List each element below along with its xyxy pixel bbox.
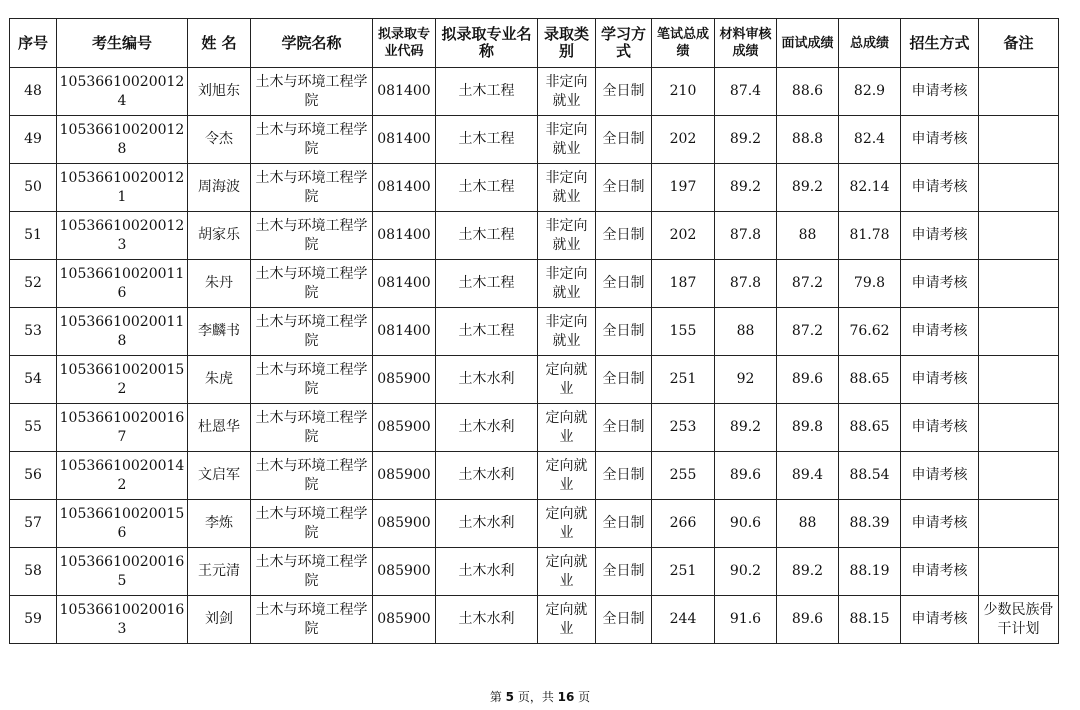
col-header-written: 笔试总成绩 [652,19,715,68]
cell-written: 244 [652,596,715,644]
cell-written: 202 [652,116,715,164]
cell-major-name: 土木水利 [436,356,538,404]
col-header-total: 总成绩 [839,19,901,68]
table-row [10,308,1059,356]
col-header-interview: 面试成绩 [777,19,839,68]
cell-total: 82.9 [839,68,901,116]
col-header-admit-type: 录取类别 [538,19,596,68]
cell-study-mode: 全日制 [596,452,652,500]
cell-exam-id: 105366100200124 [57,68,188,116]
cell-major-name: 土木工程 [436,68,538,116]
cell-written: 155 [652,308,715,356]
cell-interview: 89.6 [777,596,839,644]
cell-admit-type: 非定向就业 [538,68,596,116]
cell-interview: 88 [777,500,839,548]
cell-total: 79.8 [839,260,901,308]
cell-seq: 48 [10,68,57,116]
cell-major-code: 081400 [373,212,436,260]
cell-material: 90.6 [715,500,777,548]
cell-admit-type: 非定向就业 [538,308,596,356]
cell-college: 土木与环境工程学院 [251,212,373,260]
cell-total: 88.19 [839,548,901,596]
cell-study-mode: 全日制 [596,260,652,308]
cell-college: 土木与环境工程学院 [251,500,373,548]
cell-college: 土木与环境工程学院 [251,356,373,404]
cell-name: 王元清 [188,548,251,596]
cell-written: 251 [652,548,715,596]
cell-remark [979,164,1059,212]
col-header-name: 姓 名 [188,19,251,68]
col-header-study-mode: 学习方式 [596,19,652,68]
cell-major-name: 土木工程 [436,260,538,308]
cell-exam-id: 105366100200142 [57,452,188,500]
cell-major-code: 081400 [373,308,436,356]
cell-major-code: 085900 [373,452,436,500]
cell-total: 88.65 [839,404,901,452]
cell-enroll-method: 申请考核 [901,356,979,404]
col-header-seq: 序号 [10,19,57,68]
cell-enroll-method: 申请考核 [901,212,979,260]
cell-remark [979,404,1059,452]
cell-material: 88 [715,308,777,356]
cell-exam-id: 105366100200152 [57,356,188,404]
cell-name: 胡家乐 [188,212,251,260]
cell-remark [979,308,1059,356]
cell-written: 187 [652,260,715,308]
cell-interview: 88.6 [777,68,839,116]
cell-seq: 54 [10,356,57,404]
table-row [10,356,1059,404]
cell-major-name: 土木工程 [436,164,538,212]
col-header-exam-id: 考生编号 [57,19,188,68]
table-row [10,548,1059,596]
cell-admit-type: 定向就业 [538,548,596,596]
table-row [10,164,1059,212]
table-row [10,212,1059,260]
cell-college: 土木与环境工程学院 [251,68,373,116]
cell-written: 266 [652,500,715,548]
cell-remark [979,548,1059,596]
cell-written: 255 [652,452,715,500]
cell-exam-id: 105366100200128 [57,116,188,164]
cell-major-code: 081400 [373,164,436,212]
cell-enroll-method: 申请考核 [901,116,979,164]
cell-major-code: 085900 [373,404,436,452]
cell-major-name: 土木水利 [436,548,538,596]
page-number: 5 [505,690,514,704]
cell-study-mode: 全日制 [596,356,652,404]
cell-exam-id: 105366100200118 [57,308,188,356]
cell-remark [979,116,1059,164]
cell-study-mode: 全日制 [596,212,652,260]
cell-admit-type: 定向就业 [538,356,596,404]
cell-total: 88.54 [839,452,901,500]
cell-exam-id: 105366100200156 [57,500,188,548]
cell-remark [979,260,1059,308]
header-row [10,19,1059,68]
col-header-major-name: 拟录取专业名称 [436,19,538,68]
cell-exam-id: 105366100200121 [57,164,188,212]
cell-seq: 56 [10,452,57,500]
col-header-college: 学院名称 [251,19,373,68]
cell-remark: 少数民族骨干计划 [979,596,1059,644]
cell-interview: 89.4 [777,452,839,500]
cell-total: 82.4 [839,116,901,164]
cell-study-mode: 全日制 [596,596,652,644]
cell-study-mode: 全日制 [596,404,652,452]
cell-college: 土木与环境工程学院 [251,596,373,644]
cell-name: 杜恩华 [188,404,251,452]
cell-interview: 87.2 [777,308,839,356]
cell-name: 朱丹 [188,260,251,308]
cell-study-mode: 全日制 [596,308,652,356]
cell-major-code: 081400 [373,68,436,116]
table-row [10,404,1059,452]
cell-material: 89.6 [715,452,777,500]
cell-written: 251 [652,356,715,404]
cell-exam-id: 105366100200167 [57,404,188,452]
cell-college: 土木与环境工程学院 [251,308,373,356]
table-row [10,596,1059,644]
cell-college: 土木与环境工程学院 [251,116,373,164]
cell-college: 土木与环境工程学院 [251,548,373,596]
cell-interview: 87.2 [777,260,839,308]
cell-major-name: 土木工程 [436,116,538,164]
cell-major-code: 085900 [373,356,436,404]
cell-admit-type: 定向就业 [538,404,596,452]
cell-written: 210 [652,68,715,116]
cell-written: 253 [652,404,715,452]
cell-total: 76.62 [839,308,901,356]
cell-enroll-method: 申请考核 [901,68,979,116]
cell-written: 197 [652,164,715,212]
table-row [10,500,1059,548]
footer-middle: 页，共 [514,690,558,704]
cell-major-name: 土木水利 [436,596,538,644]
cell-name: 文启军 [188,452,251,500]
cell-name: 周海波 [188,164,251,212]
cell-major-code: 085900 [373,596,436,644]
cell-interview: 89.2 [777,164,839,212]
cell-admit-type: 定向就业 [538,500,596,548]
col-header-material: 材料审核成绩 [715,19,777,68]
cell-exam-id: 105366100200165 [57,548,188,596]
cell-study-mode: 全日制 [596,500,652,548]
cell-seq: 51 [10,212,57,260]
cell-seq: 57 [10,500,57,548]
cell-study-mode: 全日制 [596,116,652,164]
cell-admit-type: 定向就业 [538,452,596,500]
cell-major-code: 081400 [373,260,436,308]
cell-admit-type: 非定向就业 [538,116,596,164]
cell-name: 刘剑 [188,596,251,644]
cell-enroll-method: 申请考核 [901,308,979,356]
cell-seq: 58 [10,548,57,596]
footer-suffix: 页 [574,690,591,704]
cell-major-name: 土木工程 [436,308,538,356]
cell-interview: 88.8 [777,116,839,164]
cell-admit-type: 非定向就业 [538,164,596,212]
cell-seq: 55 [10,404,57,452]
cell-interview: 89.6 [777,356,839,404]
cell-major-code: 081400 [373,116,436,164]
cell-admit-type: 定向就业 [538,596,596,644]
cell-enroll-method: 申请考核 [901,164,979,212]
cell-college: 土木与环境工程学院 [251,404,373,452]
col-header-enroll-method: 招生方式 [901,19,979,68]
cell-seq: 59 [10,596,57,644]
cell-name: 李麟书 [188,308,251,356]
cell-seq: 49 [10,116,57,164]
cell-total: 88.15 [839,596,901,644]
cell-interview: 88 [777,212,839,260]
cell-seq: 52 [10,260,57,308]
table-row [10,116,1059,164]
page-total: 16 [557,690,575,704]
cell-admit-type: 非定向就业 [538,260,596,308]
cell-interview: 89.2 [777,548,839,596]
cell-college: 土木与环境工程学院 [251,452,373,500]
cell-major-code: 085900 [373,500,436,548]
cell-exam-id: 105366100200116 [57,260,188,308]
page-footer [0,688,1080,705]
cell-major-code: 085900 [373,548,436,596]
footer-prefix: 第 [489,690,506,704]
cell-college: 土木与环境工程学院 [251,260,373,308]
cell-material: 92 [715,356,777,404]
cell-remark [979,356,1059,404]
cell-major-name: 土木工程 [436,212,538,260]
cell-total: 88.39 [839,500,901,548]
cell-study-mode: 全日制 [596,68,652,116]
cell-seq: 50 [10,164,57,212]
cell-college: 土木与环境工程学院 [251,164,373,212]
cell-written: 202 [652,212,715,260]
cell-enroll-method: 申请考核 [901,548,979,596]
cell-major-name: 土木水利 [436,404,538,452]
table-row [10,260,1059,308]
table-row [10,68,1059,116]
cell-major-name: 土木水利 [436,452,538,500]
cell-enroll-method: 申请考核 [901,260,979,308]
col-header-remark: 备注 [979,19,1059,68]
col-header-major-code: 拟录取专业代码 [373,19,436,68]
cell-material: 89.2 [715,116,777,164]
cell-material: 90.2 [715,548,777,596]
cell-material: 87.4 [715,68,777,116]
cell-material: 87.8 [715,260,777,308]
cell-material: 87.8 [715,212,777,260]
cell-exam-id: 105366100200163 [57,596,188,644]
cell-total: 82.14 [839,164,901,212]
cell-total: 81.78 [839,212,901,260]
cell-interview: 89.8 [777,404,839,452]
table-row [10,452,1059,500]
cell-enroll-method: 申请考核 [901,596,979,644]
cell-enroll-method: 申请考核 [901,404,979,452]
cell-enroll-method: 申请考核 [901,452,979,500]
cell-remark [979,500,1059,548]
admission-table [9,18,1059,644]
cell-name: 朱虎 [188,356,251,404]
cell-major-name: 土木水利 [436,500,538,548]
cell-seq: 53 [10,308,57,356]
cell-remark [979,452,1059,500]
cell-name: 令杰 [188,116,251,164]
cell-exam-id: 105366100200123 [57,212,188,260]
cell-study-mode: 全日制 [596,548,652,596]
cell-name: 李炼 [188,500,251,548]
cell-remark [979,68,1059,116]
cell-study-mode: 全日制 [596,164,652,212]
cell-material: 89.2 [715,404,777,452]
cell-admit-type: 非定向就业 [538,212,596,260]
cell-material: 89.2 [715,164,777,212]
cell-name: 刘旭东 [188,68,251,116]
cell-total: 88.65 [839,356,901,404]
cell-material: 91.6 [715,596,777,644]
cell-enroll-method: 申请考核 [901,500,979,548]
cell-remark [979,212,1059,260]
